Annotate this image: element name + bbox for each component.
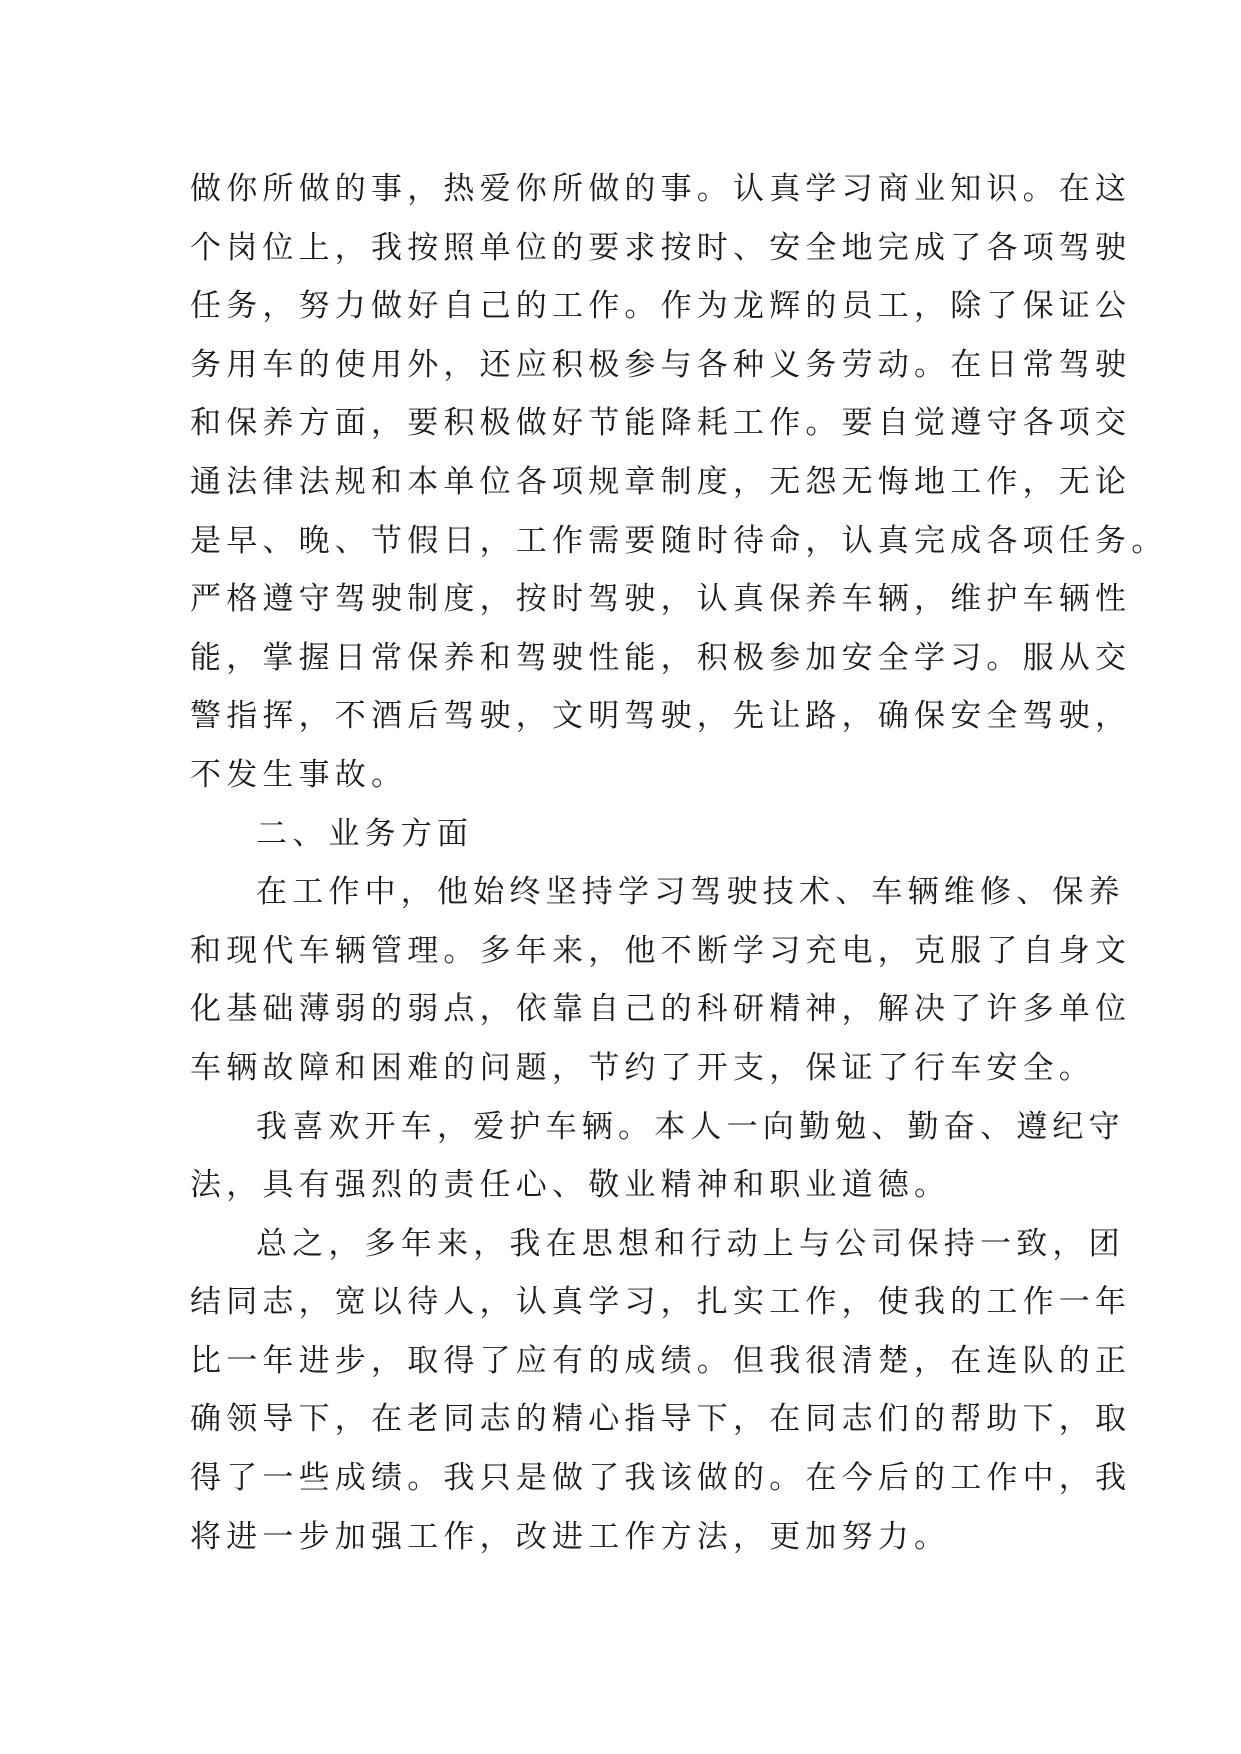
text-line: 任务，努力做好自己的工作。作为龙辉的员工，除了保证公: [190, 288, 1132, 325]
text-line: 是早、晚、节假日，工作需要随时待命，认真完成各项任务。: [190, 522, 1168, 559]
text-line: 严格遵守驾驶制度，按时驾驶，认真保养车辆，维护车辆性: [190, 581, 1132, 618]
text-line: 车辆故障和困难的问题，节约了开支，保证了行车安全。: [190, 1049, 1095, 1086]
text-line: 结同志，宽以待人，认真学习，扎实工作，使我的工作一年: [190, 1284, 1132, 1321]
text-line: 做你所做的事，热爱你所做的事。认真学习商业知识。在这: [190, 171, 1132, 207]
text-line: 总之，多年来，我在思想和行动上与公司保持一致，团: [256, 1225, 1125, 1262]
text-line: 在工作中，他始终坚持学习驾驶技术、车辆维修、保养: [256, 874, 1125, 911]
text-line: 确领导下，在老同志的精心指导下，在同志们的帮助下，取: [190, 1401, 1132, 1438]
text-line: 比一年进步，取得了应有的成绩。但我很清楚，在连队的正: [190, 1342, 1132, 1379]
text-line: 化基础薄弱的弱点，依靠自己的科研精神，解决了许多单位: [190, 991, 1132, 1028]
text-line: 不发生事故。: [190, 756, 408, 793]
section-heading-text: 二、业务方面: [256, 815, 474, 852]
paragraph-conduct: [190, 160, 1168, 805]
text-line: 能，掌握日常保养和驾驶性能，积极参加安全学习。服从交: [190, 639, 1132, 676]
text-line: 务用车的使用外，还应积极参与各种义务劳动。在日常驾驶: [190, 346, 1132, 383]
text-line: 我喜欢开车，爱护车辆。本人一向勤勉、勤奋、遵纪守: [256, 1108, 1125, 1145]
text-line: 法，具有强烈的责任心、敬业精神和职业道德。: [190, 1167, 951, 1204]
text-line: 通法律法规和本单位各项规章制度，无怨无悔地工作，无论: [190, 463, 1132, 500]
paragraph-attitude: [190, 1098, 1125, 1215]
text-line: 和现代车辆管理。多年来，他不断学习充电，克服了自身文: [190, 932, 1132, 969]
document-body: [190, 160, 1168, 1566]
section-heading: [190, 805, 1070, 864]
text-line: 将进一步加强工作，改进工作方法，更加努力。: [190, 1518, 951, 1555]
text-line: 和保养方面，要积极做好节能降耗工作。要自觉遵守各项交: [190, 405, 1132, 442]
paragraph-business: [190, 863, 1132, 1097]
paragraph-summary: [190, 1215, 1132, 1567]
text-line: 警指挥，不酒后驾驶，文明驾驶，先让路，确保安全驾驶，: [190, 698, 1132, 735]
text-line: 得了一些成绩。我只是做了我该做的。在今后的工作中，我: [190, 1460, 1132, 1497]
text-line: 个岗位上，我按照单位的要求按时、安全地完成了各项驾驶: [190, 229, 1132, 266]
